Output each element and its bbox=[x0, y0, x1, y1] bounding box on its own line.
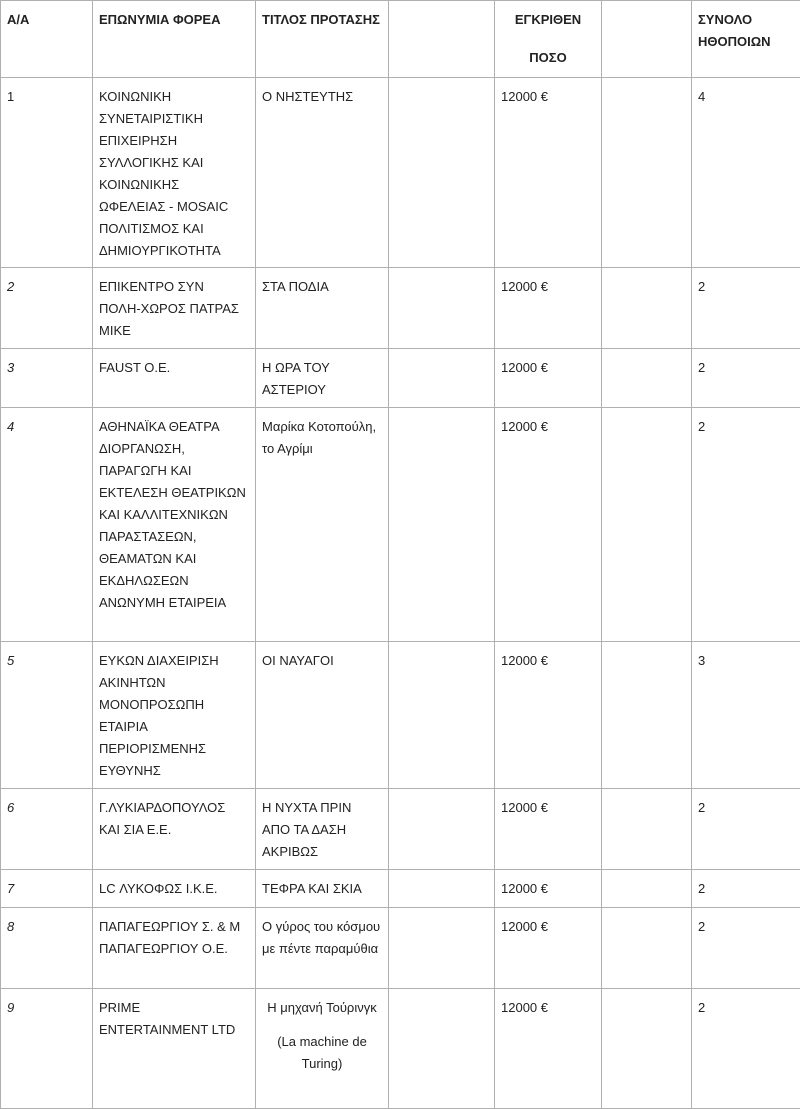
cell-name-text: ΕΥΚΩΝ ΔΙΑΧΕΙΡΙΣΗ ΑΚΙΝΗΤΩΝ ΜΟΝΟΠΡΟΣΩΠΗ ΕΤΑΙΡΙΑ ΠΕΡΙΟΡΙΣΜΕΝΗΣ ΕΥΘΥΝΗΣ bbox=[99, 653, 219, 778]
cell-amount-text: 12000 € bbox=[501, 881, 548, 896]
table-row bbox=[1, 989, 800, 1109]
table-row bbox=[1, 870, 800, 908]
cell-title bbox=[256, 349, 389, 408]
cell-aa-text: 8 bbox=[7, 919, 15, 934]
cell-title-text: Ο γύρος του κόσμου με πέντε παραμύθια bbox=[262, 919, 381, 956]
cell-actors bbox=[692, 642, 800, 789]
cell-actors-text: 4 bbox=[698, 89, 706, 104]
cell-actors-text: 3 bbox=[698, 653, 706, 668]
cell-empty-1 bbox=[389, 268, 495, 349]
cell-empty-1 bbox=[389, 78, 495, 268]
cell-title-text: Η ΝΥΧΤΑ ΠΡΙΝ ΑΠΟ ΤΑ ΔΑΣΗ ΑΚΡΙΒΩΣ bbox=[262, 800, 352, 859]
cell-aa-text: 2 bbox=[7, 279, 15, 294]
cell-aa bbox=[1, 870, 93, 908]
cell-amount-text: 12000 € bbox=[501, 360, 548, 375]
cell-empty-1 bbox=[389, 349, 495, 408]
cell-empty-2 bbox=[602, 989, 692, 1109]
cell-empty-1 bbox=[389, 642, 495, 789]
cell-name-text: LC ΛΥΚΟΦΩΣ Ι.Κ.Ε. bbox=[99, 881, 218, 896]
cell-aa-text: 6 bbox=[7, 800, 15, 815]
cell-amount-text: 12000 € bbox=[501, 279, 548, 294]
cell-title-text: ΟΙ ΝΑΥΑΓΟΙ bbox=[262, 653, 334, 668]
cell-empty-2 bbox=[602, 78, 692, 268]
cell-actors-text: 2 bbox=[698, 360, 706, 375]
cell-empty-1 bbox=[389, 789, 495, 870]
cell-aa-text: 7 bbox=[7, 881, 15, 896]
cell-amount bbox=[495, 789, 602, 870]
cell-aa bbox=[1, 642, 93, 789]
table-row bbox=[1, 78, 800, 268]
cell-name bbox=[93, 78, 256, 268]
cell-name-text: ΚΟΙΝΩΝΙΚΗ ΣΥΝΕΤΑΙΡΙΣΤΙΚΗ ΕΠΙΧΕΙΡΗΣΗ ΣΥΛΛΟΓΙΚΗΣ ΚΑΙ ΚΟΙΝΩΝΙΚΗΣ ΩΦΕΛΕΙΑΣ - MOSAIC ΠΟΛΙΤΙΣΜΟΣ ΚΑΙ ΔΗΜΙΟΥΡΓΙΚΟΤΗΤΑ bbox=[99, 89, 229, 258]
cell-title bbox=[256, 989, 389, 1109]
cell-actors-text: 2 bbox=[698, 279, 706, 294]
cell-title bbox=[256, 408, 389, 642]
cell-amount bbox=[495, 870, 602, 908]
cell-empty-1 bbox=[389, 870, 495, 908]
cell-empty-2 bbox=[602, 789, 692, 870]
cell-aa-text: 4 bbox=[7, 419, 15, 434]
header-amount bbox=[495, 1, 602, 78]
cell-amount-text: 12000 € bbox=[501, 89, 548, 104]
cell-amount bbox=[495, 78, 602, 268]
cell-name bbox=[93, 642, 256, 789]
table-row bbox=[1, 642, 800, 789]
header-title: ΤΙΤΛΟΣ ΠΡΟΤΑΣΗΣ bbox=[256, 1, 389, 78]
cell-actors-text: 2 bbox=[698, 1000, 706, 1015]
cell-actors-text: 2 bbox=[698, 881, 706, 896]
table-row bbox=[1, 908, 800, 989]
header-empty-2 bbox=[602, 1, 692, 78]
cell-amount-text: 12000 € bbox=[501, 653, 548, 668]
cell-name bbox=[93, 989, 256, 1109]
cell-empty-1 bbox=[389, 908, 495, 989]
cell-title-text: Ο ΝΗΣΤΕΥΤΗΣ bbox=[262, 89, 354, 104]
cell-actors bbox=[692, 349, 800, 408]
cell-amount-text: 12000 € bbox=[501, 919, 548, 934]
cell-amount-text: 12000 € bbox=[501, 1000, 548, 1015]
cell-aa bbox=[1, 789, 93, 870]
cell-title-text: ΤΕΦΡΑ ΚΑΙ ΣΚΙΑ bbox=[262, 881, 362, 896]
cell-title-subtitle: (La machine de Turing) bbox=[277, 1034, 367, 1071]
header-empty-1 bbox=[389, 1, 495, 78]
cell-amount bbox=[495, 349, 602, 408]
cell-aa bbox=[1, 989, 93, 1109]
cell-actors bbox=[692, 908, 800, 989]
cell-aa-text: 3 bbox=[7, 360, 15, 375]
cell-amount bbox=[495, 642, 602, 789]
header-name: ΕΠΩΝΥΜΙΑ ΦΟΡΕΑ bbox=[93, 1, 256, 78]
cell-empty-2 bbox=[602, 642, 692, 789]
cell-title bbox=[256, 642, 389, 789]
cell-empty-2 bbox=[602, 408, 692, 642]
cell-actors bbox=[692, 870, 800, 908]
table-row bbox=[1, 268, 800, 349]
cell-empty-2 bbox=[602, 349, 692, 408]
cell-title-text: Η μηχανή Τούρινγκ bbox=[267, 1000, 377, 1015]
header-actors: ΣΥΝΟΛΟ ΗΘΟΠΟΙΩΝ bbox=[692, 1, 800, 78]
cell-name bbox=[93, 870, 256, 908]
cell-name-text: ΕΠΙΚΕΝΤΡΟ ΣΥΝ ΠΟΛΗ-ΧΩΡΟΣ ΠΑΤΡΑΣ ΜΙΚΕ bbox=[99, 279, 239, 338]
cell-amount-text: 12000 € bbox=[501, 419, 548, 434]
header-amount-line1: ΕΓΚΡΙΘΕΝ bbox=[514, 12, 582, 27]
cell-name bbox=[93, 908, 256, 989]
cell-aa-text: 5 bbox=[7, 653, 15, 668]
cell-aa bbox=[1, 268, 93, 349]
cell-title bbox=[256, 870, 389, 908]
cell-amount bbox=[495, 908, 602, 989]
cell-actors bbox=[692, 78, 800, 268]
cell-amount bbox=[495, 989, 602, 1109]
cell-title-text: ΣΤΑ ΠΟΔΙΑ bbox=[262, 279, 329, 294]
cell-title bbox=[256, 268, 389, 349]
cell-amount-text: 12000 € bbox=[501, 800, 548, 815]
cell-title bbox=[256, 78, 389, 268]
cell-actors bbox=[692, 989, 800, 1109]
cell-aa-text: 9 bbox=[7, 1000, 15, 1015]
cell-aa bbox=[1, 408, 93, 642]
cell-empty-2 bbox=[602, 908, 692, 989]
cell-actors bbox=[692, 408, 800, 642]
cell-name bbox=[93, 349, 256, 408]
cell-empty-1 bbox=[389, 989, 495, 1109]
cell-actors-text: 2 bbox=[698, 419, 706, 434]
cell-aa bbox=[1, 349, 93, 408]
cell-name-text: Γ.ΛΥΚΙΑΡΔΟΠΟΥΛΟΣ ΚΑΙ ΣΙΑ Ε.Ε. bbox=[99, 800, 226, 837]
cell-title bbox=[256, 789, 389, 870]
table-row bbox=[1, 349, 800, 408]
cell-name bbox=[93, 268, 256, 349]
cell-aa bbox=[1, 908, 93, 989]
cell-empty-1 bbox=[389, 408, 495, 642]
cell-name-text: ΠΑΠΑΓΕΩΡΓΙΟΥ Σ. & Μ ΠΑΠΑΓΕΩΡΓΙΟΥ Ο.Ε. bbox=[99, 919, 241, 956]
cell-name bbox=[93, 789, 256, 870]
cell-title-text: Η ΩΡΑ ΤΟΥ ΑΣΤΕΡΙΟΥ bbox=[262, 360, 330, 397]
cell-actors-text: 2 bbox=[698, 919, 706, 934]
cell-actors bbox=[692, 268, 800, 349]
cell-name-text: FAUST Ο.Ε. bbox=[99, 360, 171, 375]
cell-empty-2 bbox=[602, 268, 692, 349]
cell-name bbox=[93, 408, 256, 642]
header-aa: Α/Α bbox=[1, 1, 93, 78]
header-row bbox=[1, 1, 800, 78]
table-row bbox=[1, 789, 800, 870]
cell-name-text: ΑΘΗΝΑΪΚΑ ΘΕΑΤΡΑ ΔΙΟΡΓΑΝΩΣΗ, ΠΑΡΑΓΩΓΗ ΚΑΙ ΕΚΤΕΛΕΣΗ ΘΕΑΤΡΙΚΩΝ ΚΑΙ ΚΑΛΛΙΤΕΧΝΙΚΩΝ ΠΑΡΑΣΤΑΣΕΩΝ, ΘΕΑΜΑΤΩΝ ΚΑΙ ΕΚΔΗΛΩΣΕΩΝ ΑΝΩΝΥΜΗ ΕΤΑΙΡΕΙΑ bbox=[99, 419, 246, 610]
cell-title bbox=[256, 908, 389, 989]
table-row bbox=[1, 408, 800, 642]
cell-actors-text: 2 bbox=[698, 800, 706, 815]
cell-aa bbox=[1, 78, 93, 268]
cell-amount bbox=[495, 408, 602, 642]
cell-amount bbox=[495, 268, 602, 349]
header-amount-line2: ΠΟΣΟ bbox=[529, 50, 567, 65]
cell-title-text: Μαρίκα Κοτοπούλη, το Αγρίμι bbox=[262, 419, 377, 456]
cell-aa-text: 1 bbox=[7, 89, 15, 104]
cell-empty-2 bbox=[602, 870, 692, 908]
cell-name-text: PRIME ENTERTAINMENT LTD bbox=[99, 1000, 236, 1037]
cell-actors bbox=[692, 789, 800, 870]
